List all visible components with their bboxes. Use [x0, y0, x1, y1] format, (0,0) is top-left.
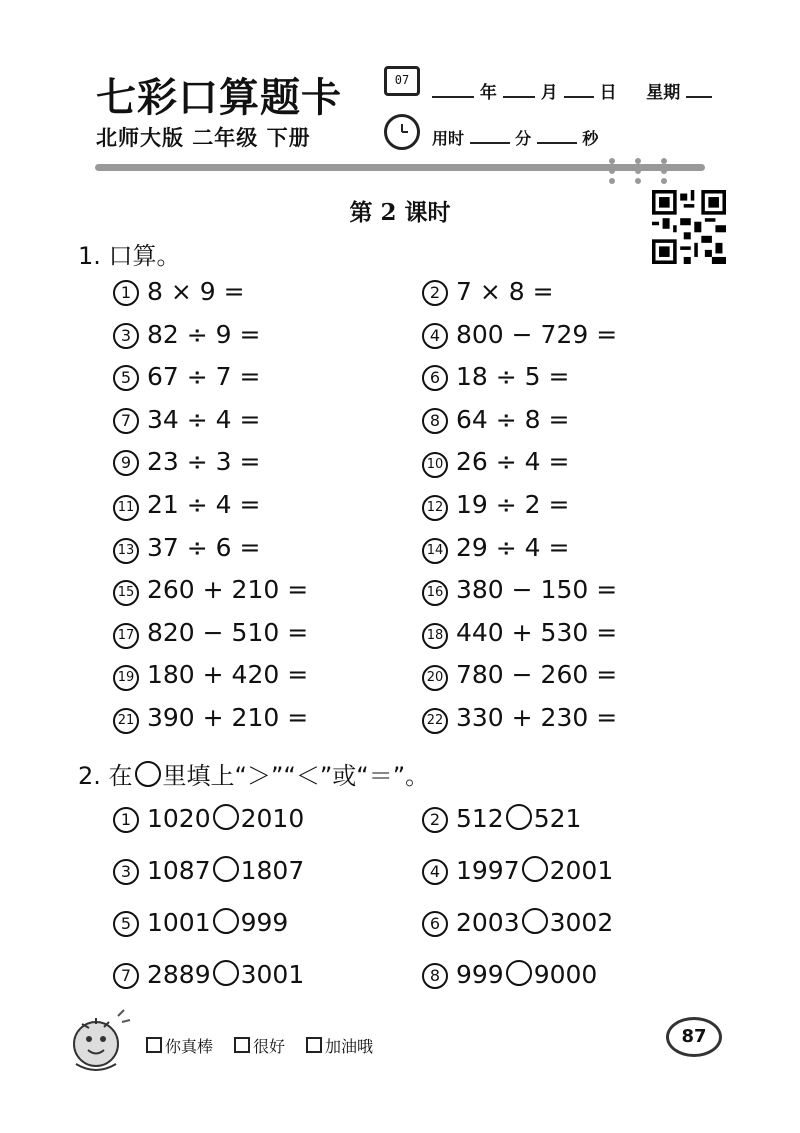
rating-option-3[interactable] — [306, 1034, 373, 1057]
compare-blank-circle[interactable] — [506, 804, 532, 830]
item-number: 5 — [113, 911, 139, 937]
mascot-icon — [62, 1004, 136, 1076]
calc-expression: 23 ÷ 3 = — [147, 447, 261, 477]
month-label: 月 — [540, 83, 558, 103]
item-number: 8 — [422, 408, 448, 434]
calc-item — [422, 320, 617, 349]
rule-dot-decoration — [635, 158, 641, 184]
compare-blank-circle[interactable] — [522, 856, 548, 882]
q2-title-pre: 2. 在 — [78, 762, 133, 790]
compare-left-value: 1087 — [147, 856, 211, 885]
compare-right-value: 1807 — [240, 856, 305, 885]
calc-item — [113, 362, 260, 391]
rating-label: 你真棒 — [165, 1037, 214, 1056]
compare-right-value: 3001 — [240, 960, 305, 989]
minute-label: 分 — [515, 129, 532, 148]
calc-expression: 260 + 210 = — [147, 575, 309, 605]
compare-right-value: 9000 — [533, 960, 598, 989]
calc-expression: 64 ÷ 8 = — [456, 404, 570, 434]
minute-blank[interactable] — [470, 141, 510, 144]
item-number: 11 — [113, 495, 139, 521]
time-line — [432, 126, 598, 149]
rule-dot-decoration — [661, 158, 667, 184]
item-number: 12 — [422, 495, 448, 521]
q1-title: 1. 口算。 — [78, 242, 181, 270]
calc-expression: 180 + 420 = — [147, 660, 309, 690]
compare-left-value: 1001 — [147, 908, 211, 937]
item-number: 2 — [422, 280, 448, 306]
compare-left-value: 2889 — [147, 960, 211, 989]
checkbox-icon[interactable] — [306, 1037, 322, 1053]
item-number: 20 — [422, 665, 448, 691]
edition-label: 北师大版 二年级 下册 — [96, 126, 311, 150]
calc-item — [422, 660, 617, 691]
calc-expression: 21 ÷ 4 = — [147, 490, 261, 519]
item-number: 16 — [422, 580, 448, 606]
compare-blank-circle[interactable] — [213, 856, 239, 882]
compare-left-value: 999 — [456, 960, 504, 989]
calc-item — [113, 703, 308, 734]
blank-circle-icon — [135, 761, 161, 787]
calc-expression: 18 ÷ 5 = — [456, 362, 570, 392]
item-number: 10 — [422, 452, 448, 478]
calc-item — [422, 575, 617, 606]
compare-right-value: 999 — [240, 908, 289, 937]
brand-title: 七彩口算题卡 — [96, 74, 342, 121]
calc-expression: 34 ÷ 4 = — [147, 404, 261, 434]
compare-blank-circle[interactable] — [213, 960, 239, 986]
compare-item — [113, 908, 288, 937]
calc-item — [113, 320, 260, 349]
item-number: 13 — [113, 538, 139, 564]
calc-expression: 7 × 8 = — [456, 277, 554, 306]
calc-expression: 37 ÷ 6 = — [147, 532, 261, 562]
calc-item — [422, 490, 569, 521]
item-number: 9 — [113, 450, 139, 476]
item-number: 3 — [113, 323, 139, 349]
rating-option-2[interactable] — [234, 1034, 285, 1057]
compare-item — [113, 804, 304, 833]
item-number: 2 — [422, 807, 448, 833]
calc-item — [113, 490, 260, 521]
date-line — [432, 78, 712, 103]
calc-expression: 820 − 510 = — [147, 617, 309, 647]
compare-right-value: 2010 — [240, 804, 305, 833]
calc-item — [422, 405, 569, 434]
compare-left-value: 2003 — [456, 908, 520, 937]
calc-item — [422, 618, 617, 649]
weekday-label: 星期 — [646, 83, 681, 103]
compare-blank-circle[interactable] — [213, 804, 239, 830]
calendar-icon — [384, 66, 420, 96]
calc-expression: 440 + 530 = — [456, 617, 618, 647]
rating-label: 加油哦 — [325, 1037, 374, 1056]
calc-item — [113, 405, 260, 434]
calc-expression: 26 ÷ 4 = — [456, 447, 570, 477]
compare-blank-circle[interactable] — [213, 908, 239, 934]
compare-right-value: 521 — [533, 804, 582, 833]
item-number: 17 — [113, 623, 139, 649]
compare-item — [422, 856, 613, 885]
compare-right-value: 2001 — [549, 856, 614, 885]
compare-left-value: 1020 — [147, 804, 211, 833]
item-number: 21 — [113, 708, 139, 734]
item-number: 6 — [422, 365, 448, 391]
compare-item — [422, 908, 613, 937]
day-label: 日 — [599, 83, 617, 103]
time-used-label: 用时 — [432, 129, 465, 148]
item-number: 7 — [113, 963, 139, 989]
calc-item — [113, 533, 260, 564]
item-number: 4 — [422, 323, 448, 349]
calc-item — [113, 447, 260, 476]
calc-expression: 29 ÷ 4 = — [456, 532, 570, 562]
checkbox-icon[interactable] — [146, 1037, 162, 1053]
calc-item — [422, 447, 569, 478]
compare-right-value: 3002 — [549, 908, 614, 937]
item-number: 1 — [113, 280, 139, 306]
compare-left-value: 1997 — [456, 856, 520, 885]
item-number: 22 — [422, 708, 448, 734]
rating-label: 很好 — [253, 1037, 286, 1056]
year-label: 年 — [479, 83, 497, 103]
calc-expression: 8 × 9 = — [147, 277, 245, 306]
compare-item — [113, 856, 304, 885]
rating-option-1[interactable] — [146, 1034, 213, 1057]
lesson-title: 第 2 课时 — [349, 199, 451, 226]
checkbox-icon[interactable] — [234, 1037, 250, 1053]
item-number: 18 — [422, 623, 448, 649]
weekday-blank[interactable] — [686, 95, 712, 98]
calc-item — [113, 575, 308, 606]
calc-expression: 19 ÷ 2 = — [456, 490, 570, 519]
compare-item — [113, 960, 304, 989]
item-number: 1 — [113, 807, 139, 833]
year-blank[interactable] — [432, 95, 474, 98]
second-label: 秒 — [582, 129, 599, 148]
compare-left-value: 512 — [456, 804, 504, 833]
calc-item — [422, 362, 569, 391]
item-number: 3 — [113, 859, 139, 885]
day-blank[interactable] — [564, 95, 594, 98]
q2-title — [78, 756, 429, 791]
item-number: 7 — [113, 408, 139, 434]
q2-title-post: 里填上“＞”“＜”或“＝”。 — [162, 762, 430, 790]
second-blank[interactable] — [537, 141, 577, 144]
calc-item — [113, 660, 308, 691]
rule-dot-decoration — [609, 158, 615, 184]
compare-blank-circle[interactable] — [506, 960, 532, 986]
calendar-icon-text: 07 — [394, 73, 410, 87]
calc-item — [113, 277, 245, 306]
page-number: 87 — [666, 1017, 722, 1057]
calc-expression: 390 + 210 = — [147, 703, 309, 732]
calc-expression: 67 ÷ 7 = — [147, 362, 261, 392]
item-number: 15 — [113, 580, 139, 606]
qr-code-icon[interactable] — [652, 190, 726, 264]
item-number: 14 — [422, 538, 448, 564]
item-number: 6 — [422, 911, 448, 937]
calc-item — [113, 618, 308, 649]
calc-expression: 82 ÷ 9 = — [147, 319, 261, 349]
clock-icon — [384, 114, 420, 150]
month-blank[interactable] — [503, 95, 535, 98]
calc-item — [422, 277, 554, 306]
calc-expression: 330 + 230 = — [456, 703, 618, 732]
calc-expression: 800 − 729 = — [456, 319, 618, 349]
compare-item — [422, 960, 597, 989]
item-number: 5 — [113, 365, 139, 391]
compare-blank-circle[interactable] — [522, 908, 548, 934]
calc-item — [422, 703, 617, 734]
item-number: 4 — [422, 859, 448, 885]
item-number: 19 — [113, 665, 139, 691]
calc-expression: 380 − 150 = — [456, 575, 618, 605]
calc-item — [422, 533, 569, 564]
item-number: 8 — [422, 963, 448, 989]
calc-expression: 780 − 260 = — [456, 660, 618, 690]
compare-item — [422, 804, 581, 833]
